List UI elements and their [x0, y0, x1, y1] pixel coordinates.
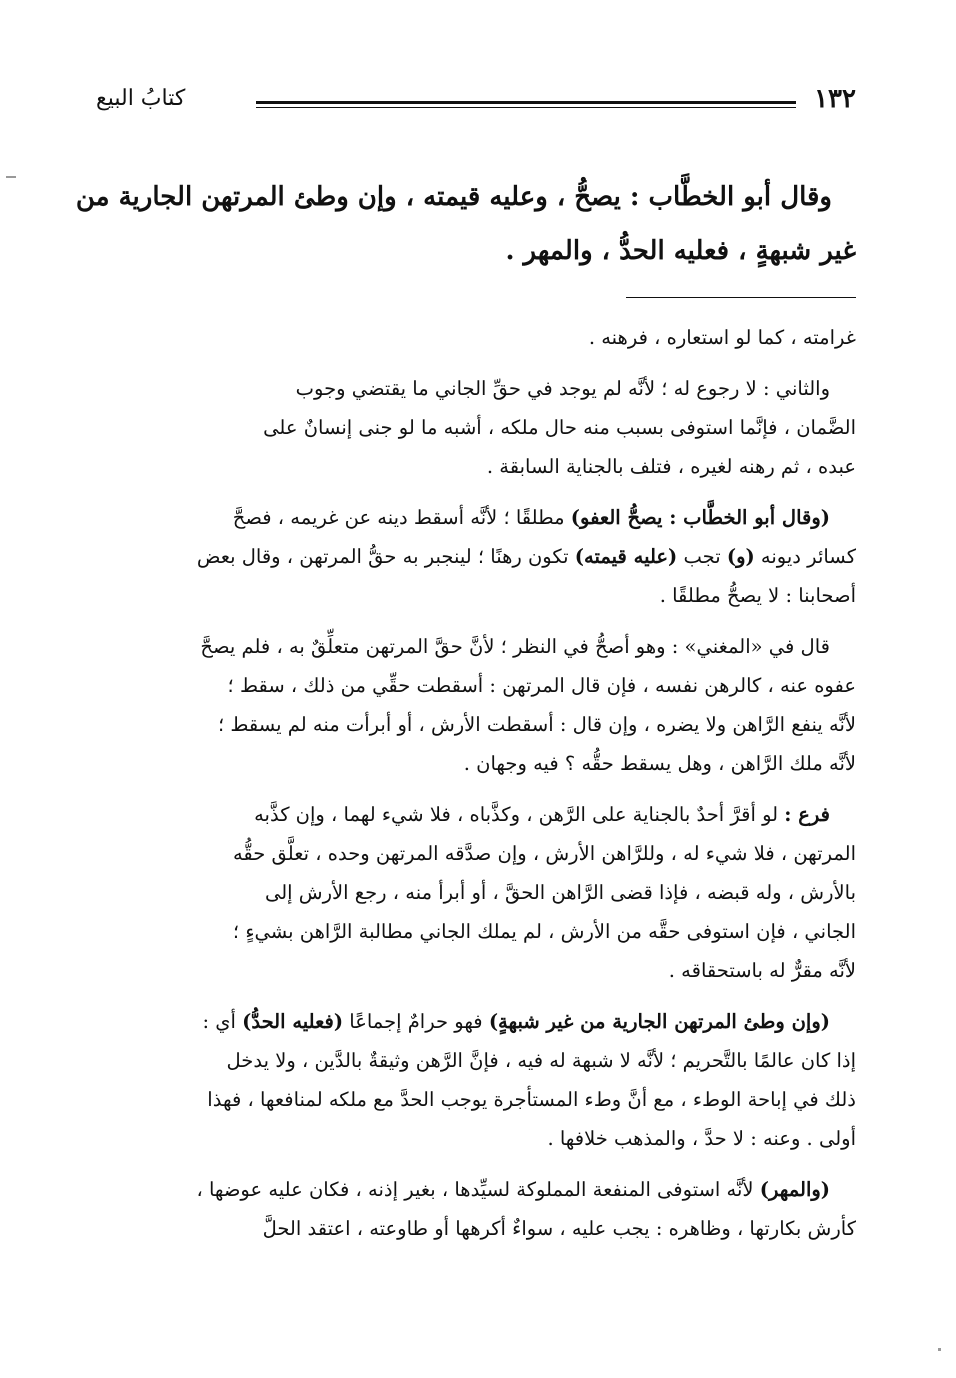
commentary-paragraph	[96, 369, 856, 486]
text-run: كسائر ديونه	[754, 545, 856, 568]
text-run: مطلقًا ؛ لأنَّه أسقط دينه عن غريمه ، فصحَّ	[232, 506, 571, 529]
scan-mark	[6, 176, 16, 178]
commentary-paragraph	[96, 318, 856, 357]
quoted-matn: (وقال أبو الخطَّاب : يصحُّ العفو)	[570, 506, 830, 529]
text-line	[96, 498, 856, 537]
text-line: الضَّمان ، فإنَّما استوفى بسبب منه حال ملكه ، أشبه ما لو جنى إنسانٌ على	[263, 416, 856, 439]
scan-mark	[938, 1348, 941, 1351]
text-line: أولى . وعنه : لا حدَّ ، والمذهب خلافها .	[547, 1127, 856, 1150]
section-label: فرع :	[784, 803, 830, 826]
commentary-paragraph	[96, 498, 856, 615]
page-header	[96, 84, 856, 124]
text-line: عبده ، ثم رهنه لغيره ، فتلف بالجناية السابقة .	[486, 455, 856, 478]
text-line: كأرش بكارتها ، وظاهره : يجب عليه ، سواءٌ أكرهها أو طاوعته ، اعتقد الحلَّ	[262, 1217, 856, 1240]
matn-text	[75, 170, 856, 278]
text-line	[96, 537, 856, 576]
quoted-matn: (عليه قيمته)	[574, 545, 678, 568]
text-line: عفوه عنه ، كالرهن نفسه ، فإن قال المرتهن : أسقطت حقِّي من ذلك ، سقط ؛	[227, 674, 856, 697]
quoted-matn: (و)	[726, 545, 755, 568]
quoted-matn: (والمهر)	[759, 1178, 830, 1201]
text-line	[96, 795, 856, 834]
commentary-paragraph	[96, 1002, 856, 1158]
quoted-matn: (وإن وطئ المرتهن الجارية من غير شبهةٍ)	[488, 1010, 830, 1033]
text-run: أي :	[202, 1010, 243, 1033]
text-line: لأنَّه مقرٌّ له باستحقاقه .	[668, 959, 856, 982]
commentary-paragraph	[96, 795, 856, 990]
text-line: إذا كان عالمًا بالتَّحريم ؛ لأنَّه لا شبهة له فيه ، فإنَّ الرَّهن وثيقةٌ بالدَّين ، ولا يدخل	[226, 1049, 856, 1072]
text-line	[96, 1170, 856, 1209]
text-line: المرتهن ، فلا شيء له ، وللرَّاهن الأرش ، وإن صدَّقه المرتهن وحده ، تعلَّق حقُّه	[232, 842, 856, 865]
text-line: والثاني : لا رجوع له ؛ لأنَّه لم يوجد في حقِّ الجاني ما يقتضي وجوب	[295, 377, 830, 400]
text-line: ذلك في إباحة الوطء ، مع أنَّ وطء المستأجرة يوجب الحدَّ مع ملكه لمنافعها ، فهذا	[207, 1088, 856, 1111]
text-line: بالأرش ، وله قبضه ، فإذا قضى الرَّاهن الحقَّ ، أو أبرأ منه ، رجع الأرش إلى	[264, 881, 856, 904]
text-run: لو أقرَّ أحدٌ بالجناية على الرَّهن ، وكذَّباه ، فلا شيء لهما ، وإن كذَّبه	[254, 803, 785, 826]
quoted-matn: (فعليه الحدُّ)	[242, 1010, 344, 1033]
text-run: فهو حرامٌ إجماعًا	[343, 1010, 489, 1033]
text-line: لأنَّه ينفع الرَّاهن ولا يضره ، وإن قال : أسقطت الأرش ، أو أبرأت منه لم يسقط ؛	[217, 713, 856, 736]
text-run: تجب	[677, 545, 727, 568]
text-line	[96, 1002, 856, 1041]
commentary-paragraph	[96, 627, 856, 783]
header-rule	[256, 101, 796, 104]
text-run: لأنَّه استوفى المنفعة المملوكة لسيِّدها ، بغير إذنه ، فكان عليه عوضها ،	[196, 1178, 760, 1201]
text-line: أصحابنا : لا يصحُّ مطلقًا .	[659, 584, 856, 607]
commentary-text	[96, 318, 856, 1260]
text-line: قال في «المغني» : وهو أصحُّ في النظر ؛ لأنَّ حقَّ المرتهن متعلِّقٌ به ، فلم يصحَّ	[200, 635, 830, 658]
commentary-paragraph	[96, 1170, 856, 1248]
text-line: الجاني ، فإن استوفى حقَّه من الأرش ، لم يملك الجاني مطالبة الرَّاهن بشيءٍ ؛	[232, 920, 856, 943]
text-line: لأنَّه ملك الرَّاهن ، وهل يسقط حقُّه ؟ فيه وجهان .	[463, 752, 856, 775]
page-number: ١٣٢	[814, 84, 856, 114]
book-title: كتابُ البيع	[96, 86, 186, 111]
matn-line: غير شبهةٍ ، فعليه الحدُّ ، والمهر .	[505, 236, 856, 266]
footnote-separator	[626, 297, 856, 298]
text-run: تكون رهنًا ؛ لينجبر به حقُّ المرتهن ، وقال بعض	[196, 545, 575, 568]
text-line: غرامته ، كما لو استعاره ، فرهنه .	[588, 326, 856, 349]
matn-line: وقال أبو الخطَّاب : يصحُّ ، وعليه قيمته ، وإن وطئ المرتهن الجارية من	[75, 182, 832, 212]
